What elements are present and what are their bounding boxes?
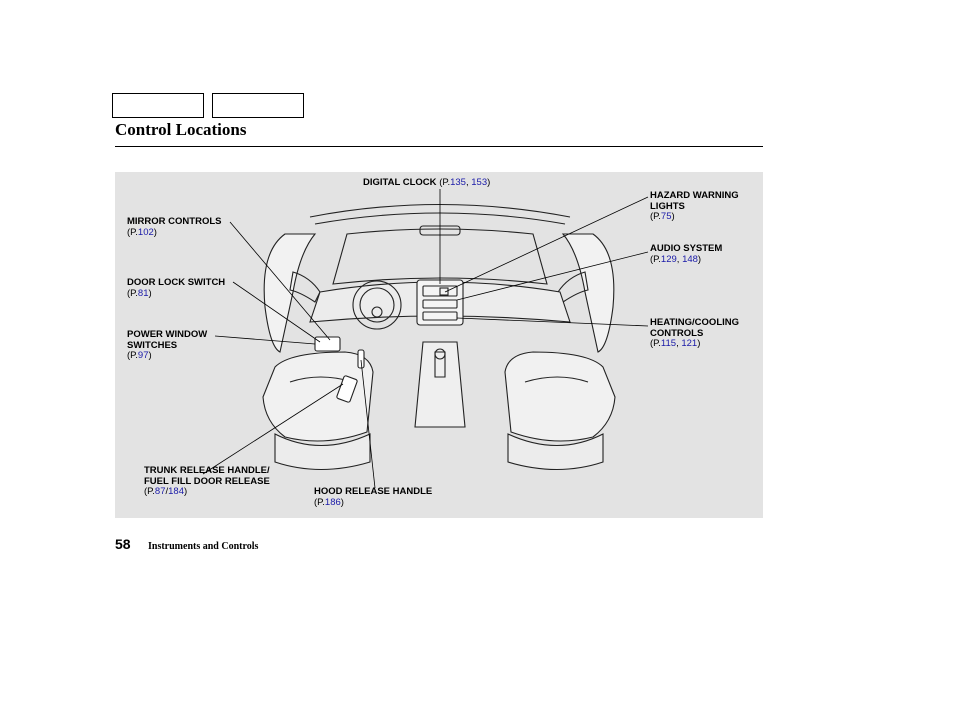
digital-clock-page-ref: (P.135, 153) xyxy=(439,177,491,188)
heating-cooling-label-line1: HEATING/COOLING xyxy=(650,317,740,328)
hazard-warning-label-line1: HAZARD WARNING xyxy=(650,190,739,201)
audio-system-page-link-2[interactable]: 148 xyxy=(682,253,698,265)
trunk-release-page-link-2[interactable]: 184 xyxy=(168,486,184,497)
callout-mirror-controls xyxy=(127,217,221,238)
power-window-page-link[interactable]: 97 xyxy=(137,350,149,361)
nav-previous-button[interactable] xyxy=(112,93,204,118)
audio-system-page-ref: (P.129, 148) xyxy=(650,253,702,265)
mirror-controls-label: MIRROR CONTROLS xyxy=(127,216,222,227)
power-window-label-line1: POWER WINDOW xyxy=(127,329,208,340)
callout-power-window-switches xyxy=(127,330,207,362)
digital-clock-label: DIGITAL CLOCK xyxy=(363,177,437,188)
callout-door-lock-switch xyxy=(127,278,225,299)
power-window-label-line2: SWITCHES xyxy=(127,339,178,351)
callout-heating-cooling-controls xyxy=(650,318,739,350)
page-number: 58 xyxy=(115,536,131,552)
hazard-warning-page-link[interactable]: 75 xyxy=(660,211,672,222)
hazard-warning-label-line2: LIGHTS xyxy=(650,200,685,212)
trunk-release-label-line2: FUEL FILL DOOR RELEASE xyxy=(144,475,270,487)
callout-hood-release-handle xyxy=(314,487,432,508)
callout-hazard-warning-lights xyxy=(650,191,739,223)
heating-cooling-label-line2: CONTROLS xyxy=(650,327,704,339)
power-window-page-ref: (P.97) xyxy=(127,350,152,361)
door-lock-switch-page-ref: (P.81) xyxy=(127,287,152,299)
heating-cooling-page-link-2[interactable]: 121 xyxy=(681,338,698,349)
callout-trunk-release-handle xyxy=(144,466,270,498)
hood-release-label: HOOD RELEASE HANDLE xyxy=(314,486,433,497)
title-divider xyxy=(115,146,763,147)
door-lock-switch-page-link[interactable]: 81 xyxy=(137,287,149,299)
trunk-release-page-link-1[interactable]: 87 xyxy=(154,486,166,497)
mirror-controls-page-link[interactable]: 102 xyxy=(137,226,154,238)
hood-release-page-ref: (P.186) xyxy=(314,496,344,508)
heating-cooling-page-link-1[interactable]: 115 xyxy=(660,338,677,349)
heating-cooling-page-ref: (P.115, 121) xyxy=(650,338,701,349)
nav-next-button[interactable] xyxy=(212,93,304,118)
mirror-controls-page-ref: (P.102) xyxy=(127,226,157,238)
door-lock-switch-label: DOOR LOCK SWITCH xyxy=(127,277,226,288)
section-name: Instruments and Controls xyxy=(148,541,259,552)
page-title: Control Locations xyxy=(115,120,247,139)
digital-clock-page-link-2[interactable]: 153 xyxy=(471,177,488,188)
audio-system-page-link-1[interactable]: 129 xyxy=(660,253,677,265)
trunk-release-page-ref: (P.87/184) xyxy=(144,486,188,497)
callout-digital-clock xyxy=(363,178,490,189)
interior-illustration xyxy=(115,172,763,518)
audio-system-label: AUDIO SYSTEM xyxy=(650,243,723,254)
digital-clock-page-link-1[interactable]: 135 xyxy=(450,177,466,188)
hazard-warning-page-ref: (P.75) xyxy=(650,211,675,222)
trunk-release-label-line1: TRUNK RELEASE HANDLE/ xyxy=(144,465,270,476)
hood-release-page-link[interactable]: 186 xyxy=(324,496,341,508)
callout-audio-system xyxy=(650,244,722,265)
